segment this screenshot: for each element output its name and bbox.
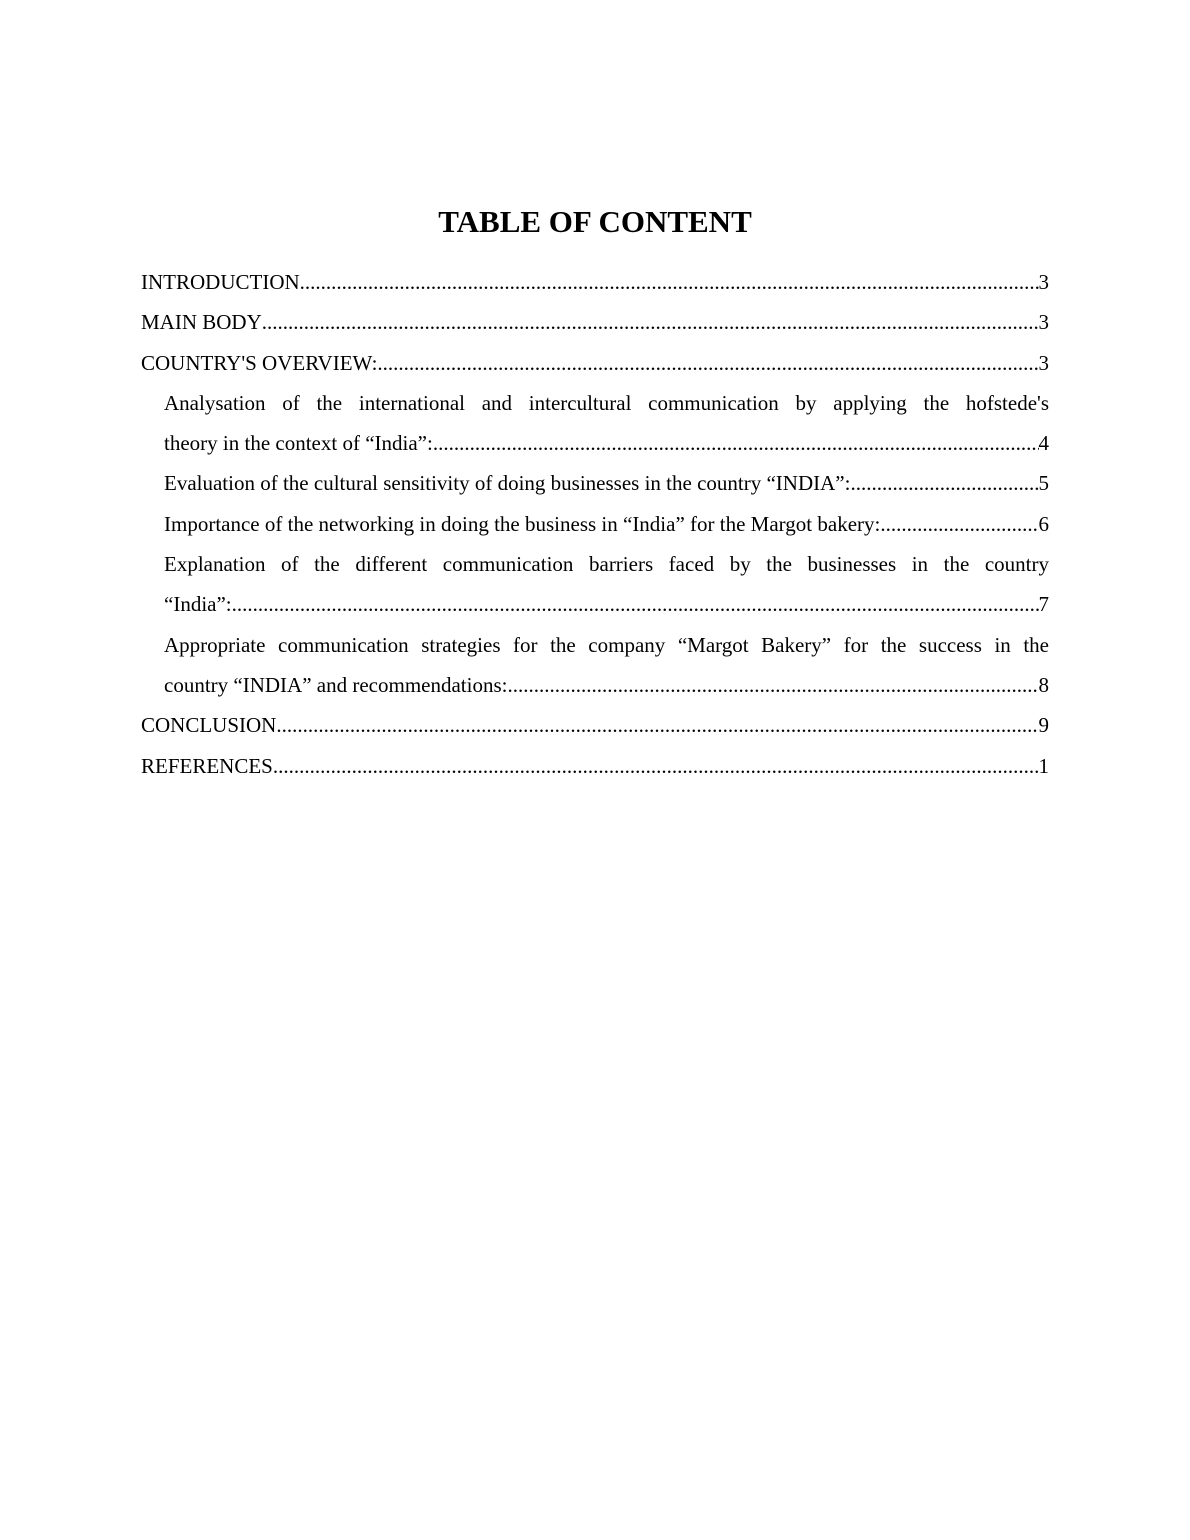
toc-entry-references[interactable] (141, 746, 1049, 786)
toc-entry-countrys-overview[interactable] (141, 343, 1049, 383)
toc-line (164, 423, 1049, 463)
toc-entry-main-body[interactable] (141, 302, 1049, 342)
toc-entry-label: country “INDIA” and recommendations: (164, 672, 508, 697)
dot-leader (273, 746, 1039, 786)
toc-entry-label: INTRODUCTION (141, 270, 300, 294)
toc-entry-label: COUNTRY'S OVERVIEW: (141, 350, 378, 375)
dot-leader (300, 262, 1039, 302)
dot-leader (507, 665, 1038, 705)
toc-entry-appropriate-strategies[interactable] (164, 625, 1049, 706)
toc-page-number: 6 (1038, 511, 1049, 536)
toc-entry-introduction[interactable] (141, 262, 1049, 302)
dot-leader (262, 302, 1039, 342)
toc-line (141, 343, 1049, 383)
toc-line (141, 262, 1049, 302)
toc-entry-label: Importance of the networking in doing the business in “India” for the Margot bakery: (164, 511, 881, 536)
toc-entry-evaluation[interactable] (164, 463, 1049, 503)
dot-leader (232, 584, 1039, 624)
toc-entry-label: “India”: (164, 592, 232, 617)
toc-line (164, 584, 1049, 624)
toc-entry-conclusion[interactable] (141, 705, 1049, 745)
toc-page-number: 3 (1038, 350, 1049, 375)
toc-entry-label-line: Appropriate communication strategies for the company “Margot Bakery” for the success in the (164, 632, 1049, 657)
dot-leader (850, 463, 1038, 503)
toc-line (164, 665, 1049, 705)
dot-leader (276, 705, 1038, 745)
toc-line (141, 302, 1049, 342)
toc-page-number: 5 (1038, 471, 1049, 496)
toc-entry-importance[interactable] (164, 504, 1049, 544)
toc-page-number: 7 (1038, 592, 1049, 617)
toc-entry-label: Evaluation of the cultural sensitivity of doing businesses in the country “INDIA”: (164, 471, 851, 496)
toc-title: TABLE OF CONTENT (438, 204, 752, 239)
toc-entry-label: CONCLUSION (141, 713, 277, 738)
toc-page-number: 1 (1038, 753, 1049, 778)
toc-page-number: 3 (1038, 270, 1049, 294)
toc-entry-explanation[interactable] (164, 544, 1049, 625)
toc-entry-label: theory in the context of “India”: (164, 431, 433, 456)
toc-page-number: 3 (1038, 310, 1049, 335)
toc-line (164, 463, 1049, 503)
toc-line (141, 746, 1049, 786)
toc-list (141, 262, 1049, 786)
dot-leader (377, 343, 1038, 383)
toc-entry-label: REFERENCES (141, 753, 273, 778)
toc-entry-label: MAIN BODY (141, 310, 262, 335)
toc-line (164, 504, 1049, 544)
toc-entry-label-line: Analysation of the international and intercultural communication by applying the hofstede's (164, 390, 1049, 415)
toc-entry-analysation[interactable] (164, 383, 1049, 464)
toc-entry-label-line: Explanation of the different communication barriers faced by the businesses in the country (164, 552, 1049, 577)
toc-line (141, 705, 1049, 745)
toc-page-number: 9 (1038, 713, 1049, 738)
toc-page-number: 4 (1038, 431, 1049, 456)
toc-page-number: 8 (1038, 672, 1049, 697)
dot-leader (433, 423, 1039, 463)
dot-leader (880, 504, 1038, 544)
